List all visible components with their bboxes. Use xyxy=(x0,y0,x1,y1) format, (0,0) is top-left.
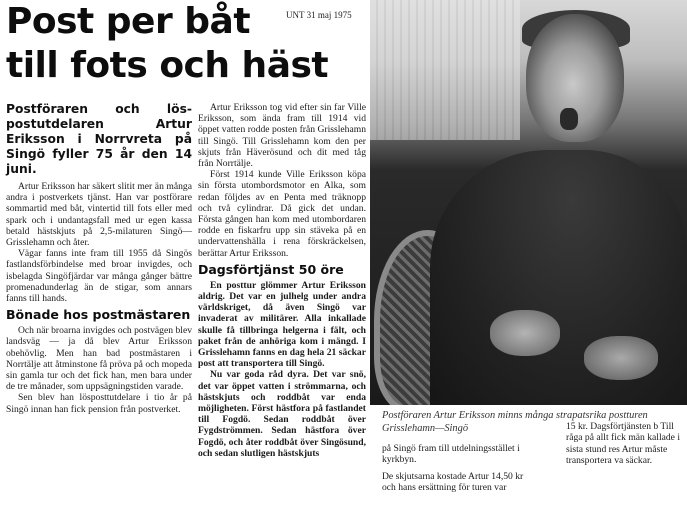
col3-paragraph-2: De skjutsarna kostade Artur 14,50 kr och hans ersättning för turen var xyxy=(382,470,524,494)
column-4 xyxy=(566,421,687,472)
col2-paragraph-3: En posttur glömmer Artur Eriksson aldrig. Det var en julhelg under andra världskriget, då även Singö var invaderat av militärer. Alla inkallade skulle få tillbringa helgerna i fält, och paket från de anhöriga kom i mängd. I Grisslehamn fanns en dag hela 21 säckar post att transportera till Singö. xyxy=(198,279,366,370)
headline-line-1: Post per båt xyxy=(6,1,251,42)
col2-paragraph-2: Först 1914 kunde Ville Eriksson köpa sin första utombordsmotor en Alka, som redan följdes av en Penta med träknopp och två cylindrar. Då gick det undan. Första gången han kom med utombordaren rodde en fiskarfru upp sin stäveka på en undervattenshälla i rena förskräckelsen, berättar Artur Eriksson. xyxy=(198,169,366,259)
right-hand xyxy=(584,336,658,380)
col4-paragraph-1: 15 kr. Dagsförtjänsten b Till råga på allt fick män kallade i sista stund res Artur måste transportera va säckar. xyxy=(566,421,681,467)
left-hand xyxy=(490,310,560,356)
col3-paragraph-1: på Singö fram till utdelningsstället i kyrkbyn. xyxy=(382,443,520,466)
pipe xyxy=(560,108,578,130)
subheading-dagsfortjanst: Dagsförtjänst 50 öre xyxy=(198,261,344,277)
photo-window xyxy=(370,0,520,140)
col1-paragraph-3: Och när broarna invigdes och postvägen blev landsväg — ja då blev Artur Eriksson obehövlig. Men han bad postmästaren i Norrtälje att åtminstone få pröva på och mopeda sin gamla tur och det fick han, men bara under de tre månader, som uppsägningstiden varade. xyxy=(6,325,192,393)
col2-paragraph-1: Artur Eriksson tog vid efter sin far Ville Eriksson, som ända fram till 1914 vid öppet vatten rodde posten från Grisslehamn till Singö. Till Grisslehamn kom den per skjuts från Häverösund och dit med tåg från Norrtälje. xyxy=(198,102,366,170)
col1-paragraph-2: Vägar fanns inte fram till 1955 då Singös fastlandsförbindelse med broar invigdes, och isbelagda Singöfjärdar var många gånger bättre promenadunderlag än de stigar, som annars fanns till hands. xyxy=(6,248,192,305)
subheading-bonade: Bönade hos postmästaren xyxy=(6,307,191,323)
column-2 xyxy=(198,102,366,459)
col1-paragraph-1: Artur Eriksson har säkert slitit mer än många andra i postverkets tjänst. Han var postförare sommartid med båt, vintertid till fots eller med spark och i undantagsfall med ur egen kassa betald hästskjuts på 2,5-milaturen Singö—Grisslehamn och åter. xyxy=(6,181,192,249)
headline-line-2: till fots och häst xyxy=(6,45,329,86)
col1-paragraph-4: Sen blev han lösposttutdelare i tio år på Singö innan han fick pension från postverket. xyxy=(6,392,192,415)
col2-paragraph-4: Nu var goda råd dyra. Det var snö, det var öppet vatten i strömmarna, och hästskjuts och roddbåt var enda möjligheten. Först hästfora på fastlandet till Fogdö. Sedan roddbåt över Fygdströmmen. Sedan hästfora över Fogdö, och åter roddbåt över Singösund, och sedan slutligen hästskjuts xyxy=(198,369,366,459)
column-1 xyxy=(6,102,192,415)
photo-caption: Postföraren Artur Eriksson minns många strapatsrika postturen Grisslehamn—Singö xyxy=(382,410,648,434)
portrait-photo xyxy=(370,0,687,405)
lead-paragraph: Postföraren och löspostutdelaren Artur Eriksson i Norrvreta på Singö fyller 75 år den 14 juni. xyxy=(6,102,192,176)
column-3 xyxy=(382,443,530,499)
dateline: UNT 31 maj 1975 xyxy=(286,10,352,20)
